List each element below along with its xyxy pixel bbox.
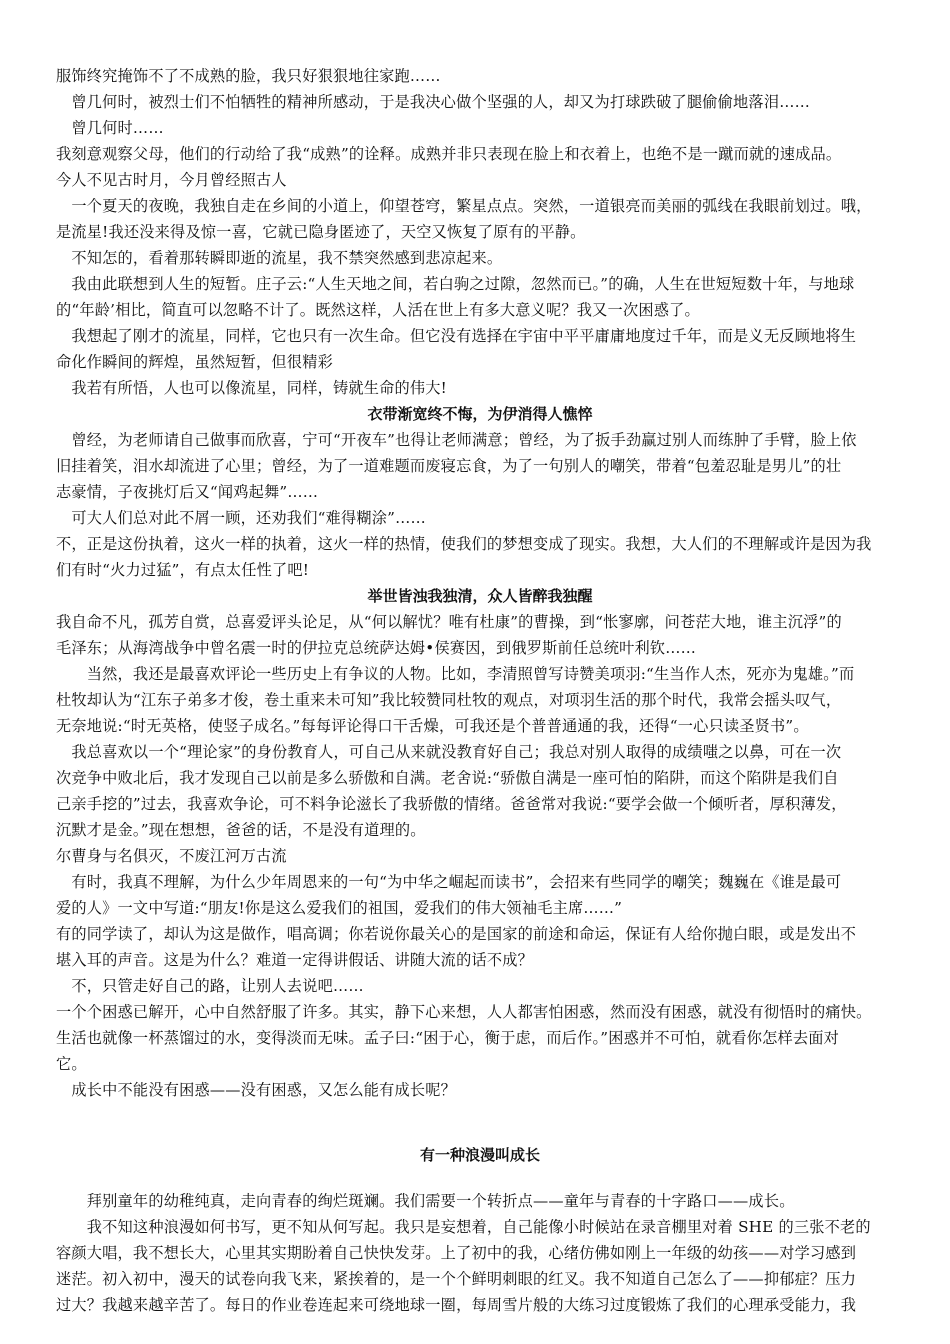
text-line: 堪入耳的声音。这是为什么？难道一定得讲假话、讲随大流的话不成？ [56,951,534,969]
text-line: 是流星!我还没来得及惊一喜，它就已隐身匿迹了，天空又恢复了原有的平静。 [56,223,586,241]
essay-title: 有一种浪漫叫成长 [419,1146,540,1164]
text-line: 有的同学读了，却认为这是做作，唱高调；你若说你最关心的是国家的前途和命运，保证有人给你抛白眼，或是发出不 [56,925,857,943]
text-line: 志豪情，子夜挑灯后又“闻鸡起舞”…… [56,483,319,501]
text-line: 不知怎的，看着那转瞬即逝的流星，我不禁突然感到悲凉起来。 [56,249,503,267]
text-line: 沉默才是金。”现在想想，爸爸的话，不是没有道理的。 [56,821,426,839]
text-line: 过大？我越来越辛苦了。每日的作业卷连起来可绕地球一圈，每周雪片般的大练习过度锻炼了我们的心理承受能力，我 [56,1296,857,1314]
text-line: 今人不见古时月，今月曾经照古人 [56,171,287,189]
text-line: 我不知这种浪漫如何书写，更不知从何写起。我只是妄想着，自己能像小时候站在录音棚里对着 SHE 的三张不老的 [56,1218,871,1236]
text-line: 我总喜欢以一个“理论家”的身份教育人，可自己从来就没教育好自己；我总对别人取得的成绩嗤之以鼻，可在一次 [56,743,842,761]
text-line: 我若有所悟，人也可以像流星，同样，铸就生命的伟大! [56,379,447,397]
text-line: 容颜大唱，我不想长大，心里其实期盼着自己快快发芽。上了初中的我，心绪仿佛如刚上一年级的幼孩——对学习感到 [56,1244,857,1262]
text-line: 的“年龄’相比，简直可以忽略不计了。既然这样，人活在世上有多大意义呢？我又一次困惑了。 [56,301,700,319]
text-line: 爱的人》一文中写道:“朋友!你是这么爱我们的祖国，爱我们的伟大领袖毛主席……” [56,899,623,917]
text-line: 成长中不能没有困惑——没有困惑，又怎么能有成长呢？ [56,1081,457,1099]
text-line: 己亲手挖的”过去，我喜欢争论，可不料争论滋长了我骄傲的情绪。爸爸常对我说:“要学会做一个倾听者，厚积薄发， [56,795,847,813]
text-line: 次竞争中败北后，我才发现自己以前是多么骄傲和自满。老舍说:“骄傲自满是一座可怕的陷阱，而这个陷阱是我们自 [56,769,839,787]
text-line: 们有时“火力过猛”，有点太任性了吧! [56,561,310,579]
text-line: 旧挂着笑，泪水却流进了心里；曾经，为了一道难题而废寝忘食，为了一句别人的嘲笑，带着“包羞忍耻是男儿”的壮 [56,457,842,475]
text-line: 不，正是这份执着，这火一样的执着，这火一样的热情，使我们的梦想变成了现实。我想，大人们的不理解或许是因为我 [56,535,872,553]
text-line: 我想起了刚才的流星，同样，它也只有一次生命。但它没有选择在宇宙中平平庸庸地度过千年，而是义无反顾地将生 [56,327,857,345]
text-line: 当然，我还是最喜欢评论一些历史上有争议的人物。比如，李清照曾写诗赞美项羽:“生当作人杰，死亦为鬼雄。”而 [56,665,855,683]
text-line: 曾几何时…… [56,119,164,137]
text-line: 不，只管走好自己的路，让别人去说吧…… [56,977,364,995]
text-line: 尔曹身与名俱灭，不废江河万古流 [56,847,287,865]
text-line: 命化作瞬间的辉煌，虽然短暂，但很精彩 [56,353,333,371]
text-line: 有时，我真不理解，为什么少年周恩来的一句“为中华之崛起而读书”，会招来有些同学的嘲笑；魏巍在《谁是最可 [56,873,842,891]
text-line: 曾几何时，被烈士们不怕牺牲的精神所感动，于是我决心做个坚强的人，却又为打球跌破了腿偷偷地落泪…… [56,93,810,111]
text-line: 杜牧却认为“江东子弟多才俊，卷土重来未可知”我比较赞同杜牧的观点，对项羽生活的那个时代，我常会摇头叹气， [56,691,842,709]
section-heading: 举世皆浊我独清，众人皆醉我独醒 [367,587,593,605]
text-line: 我自命不凡，孤芳自赏，总喜爱评头论足，从“何以解忧？唯有杜康”的曹操，到“怅寥廓，问苍茫大地，谁主沉浮”的 [56,613,842,631]
text-line: 无奈地说:“时无英格，使竖子成名。”每每评论得口干舌燥，可我还是个普普通通的我，还得“一心只读圣贤书”。 [56,717,809,735]
text-line: 曾经，为老师请自己做事而欣喜，宁可“开夜车”也得让老师满意；曾经，为了扳手劲赢过别人而练肿了手臂，脸上依 [56,431,857,449]
text-line: 我由此联想到人生的短暂。庄子云:“人生天地之间，若白驹之过隙，忽然而已。”的确，人生在世短短数十年，与地球 [56,275,855,293]
text-line: 我刻意观察父母，他们的行动给了我“成熟”的诠释。成熟并非只表现在脸上和衣着上，也绝不是一蹴而就的速成品。 [56,145,842,163]
text-line: 服饰终究掩饰不了不成熟的脸，我只好狠狠地往家跑…… [56,67,441,85]
text-line: 一个夏天的夜晚，我独自走在乡间的小道上，仰望苍穹，繁星点点。突然，一道银亮而美丽的弧线在我眼前划过。哦， [56,197,872,215]
section-heading: 衣带渐宽终不悔，为伊消得人憔悴 [367,405,593,423]
text-line: 迷茫。初入初中，漫天的试卷向我飞来，紧挨着的，是一个个鲜明刺眼的红叉。我不知道自己怎么了——抑郁症？压力 [56,1270,857,1288]
text-line: 毛泽东；从海湾战争中曾名震一时的伊拉克总统萨达姆•侯赛因，到俄罗斯前任总统叶利钦…… [56,639,697,657]
text-line: 生活也就像一杯蒸馏过的水，变得淡而无味。孟子曰:“困于心，衡于虑，而后作。”困惑并不可怕，就看你怎样去面对 [56,1029,840,1047]
text-line: 一个个困惑已解开，心中自然舒服了许多。其实，静下心来想，人人都害怕困惑，然而没有困惑，就没有彻悟时的痛快。 [56,1003,872,1021]
text-line: 可大人们总对此不屑一顾，还劝我们“难得糊涂”…… [56,509,426,527]
text-line: 它。 [56,1055,87,1073]
text-line: 拜别童年的幼稚纯真，走向青春的绚烂斑斓。我们需要一个转折点——童年与青春的十字路口——成长。 [56,1192,795,1210]
